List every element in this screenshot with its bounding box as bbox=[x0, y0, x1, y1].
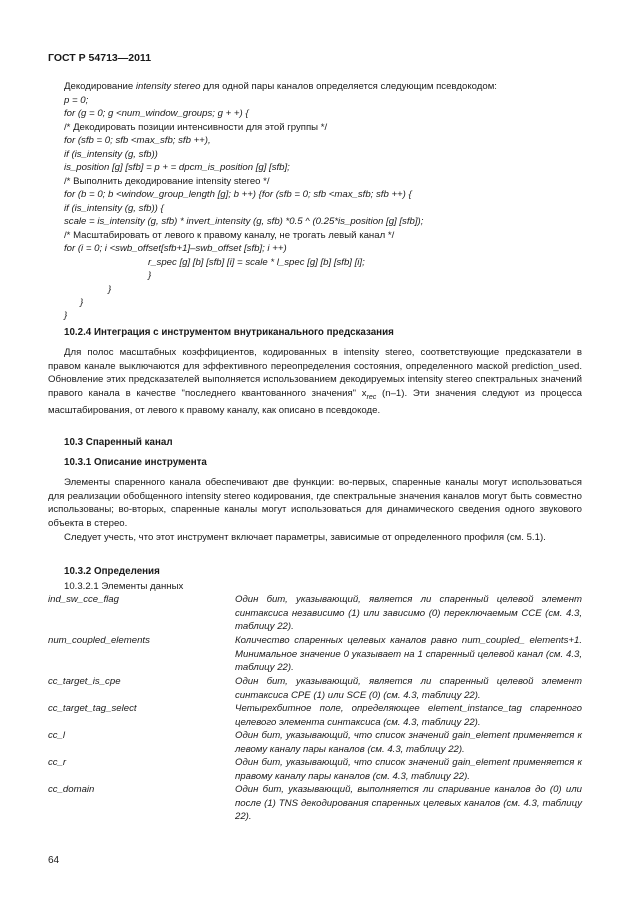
definition-term: num_coupled_elements bbox=[48, 635, 150, 646]
code-line: if (is_intensity (g, sfb)) { bbox=[64, 203, 164, 214]
code-line: is_position [g] [sfb] = p + = dpcm_is_position [g] [sfb]; bbox=[64, 162, 290, 173]
definition-text: Четырехбитное поле, определяющее element_instance_tag спаренного целевого элемента синтаксиса (см. 4.3, таблицу 22). bbox=[235, 703, 582, 728]
section-heading: 10.2.4 Интеграция с инструментом внутриканального предсказания bbox=[64, 327, 394, 338]
definition-text: Один бит, указывающий, что список значений gain_element применяется к левому каналу пары каналов (см. 4.3, таблицу 22). bbox=[235, 730, 582, 755]
intro-line: Декодирование intensity stereo для одной пары каналов определяется следующим псевдокодом: bbox=[64, 81, 497, 92]
code-brace: } bbox=[64, 310, 68, 321]
code-line: r_spec [g] [b] [sfb] [i] = scale * l_spec [g] [b] [sfb] [i]; bbox=[148, 257, 365, 268]
document-id: ГОСТ Р 54713—2011 bbox=[48, 52, 152, 64]
section-heading: 10.3 Спаренный канал bbox=[64, 437, 173, 448]
definition-text: Один бит, указывающий, что список значений gain_element применяется к правому каналу пары каналов (см. 4.3, таблицу 22). bbox=[235, 757, 582, 782]
definition-term: ind_sw_cce_flag bbox=[48, 594, 119, 605]
code-line: for (b = 0; b <window_group_length [g]; b ++) {for (sfb = 0; sfb <max_sfb; sfb ++) { bbox=[64, 189, 412, 200]
section-paragraph: Для полос масштабных коэффициентов, кодированных в intensity stereo, соответствующие предсказатели в правом канале выключаются для эффективного переопределения состояния, определенного маской prediction_used. Обновление этих предсказателей выполняется использованием декодируемых intensity stereo спектральных значений правого канала в качестве "последнего квантованного значения" $x_{rec}$ (n–1). Эти значения следуют из процесса масштабирования, от левого к правому каналу, как описано в псевдокоде. bbox=[48, 347, 582, 416]
definition-text: Количество спаренных целевых каналов равно num_coupled_ elements+1. Минимальное значение 0 указывает на 1 спаренный целевой канал (см. 4.3, таблицу 22). bbox=[235, 635, 582, 673]
definition-term: cc_domain bbox=[48, 784, 95, 795]
definition-term: cc_target_tag_select bbox=[48, 703, 137, 714]
code-line: for (i = 0; i <swb_offset[sfb+1]–swb_offset [sfb]; i ++) bbox=[64, 243, 287, 254]
page-number: 64 bbox=[48, 855, 60, 866]
code-line: for (sfb = 0; sfb <max_sfb; sfb ++), bbox=[64, 135, 211, 146]
definition-term: cc_l bbox=[48, 730, 66, 741]
code-comment: /* Масштабировать от левого к правому каналу, не трогать левый канал */ bbox=[64, 230, 395, 241]
code-brace: } bbox=[80, 297, 84, 308]
section-paragraph: Следует учесть, что этот инструмент включает параметры, зависимые от определенного профиля (см. 5.1). bbox=[64, 532, 546, 543]
section-heading: 10.3.1 Описание инструмента bbox=[64, 457, 207, 468]
code-line: p = 0; bbox=[64, 95, 89, 106]
definition-term: cc_target_is_cpe bbox=[48, 676, 121, 687]
section-heading: 10.3.2 Определения bbox=[64, 566, 160, 577]
code-comment: /* Декодировать позиции интенсивности для этой группы */ bbox=[64, 122, 328, 133]
code-brace: } bbox=[148, 270, 152, 281]
section-paragraph: Элементы спаренного канала обеспечивают две функции: во-первых, спаренные каналы могут использоваться для реализации обобщенного intensity stereo кодирования, где спектральные значения каналов могут быть совместно использованы; во-вторых, спаренные каналы могут использоваться для динамического сведения одного звукового объекта в стерео. bbox=[48, 477, 582, 529]
definition-text: Один бит, указывающий, выполняется ли спаривание каналов до (0) или после (1) TNS декодирования спаренных целевых каналов (см. 4.3, таблицу 22). bbox=[235, 784, 582, 822]
subsection-heading: 10.3.2.1 Элементы данных bbox=[64, 581, 184, 592]
code-comment: /* Выполнить декодирование intensity stereo */ bbox=[64, 176, 270, 187]
code-line: if (is_intensity (g, sfb)) bbox=[64, 149, 158, 160]
code-line: scale = is_intensity (g, sfb) * invert_intensity (g, sfb) *0.5 ^ (0.25*is_position [g] [sfb]); bbox=[64, 216, 424, 227]
code-line: for (g = 0; g <num_window_groups; g + +) { bbox=[64, 108, 249, 119]
definition-text: Один бит, указывающий, является ли спаренный целевой элемент синтаксиса независимо (1) или зависимо (0) переключаемым CCE (см. 4.3, таблицу 22). bbox=[235, 594, 582, 632]
definition-text: Один бит, указывающий, является ли спаренный целевой элемент синтаксиса CPE (1) или SCE (0) (см. 4.3, таблицу 22). bbox=[235, 676, 582, 701]
definition-term: cc_r bbox=[48, 757, 67, 768]
code-brace: } bbox=[108, 284, 112, 295]
